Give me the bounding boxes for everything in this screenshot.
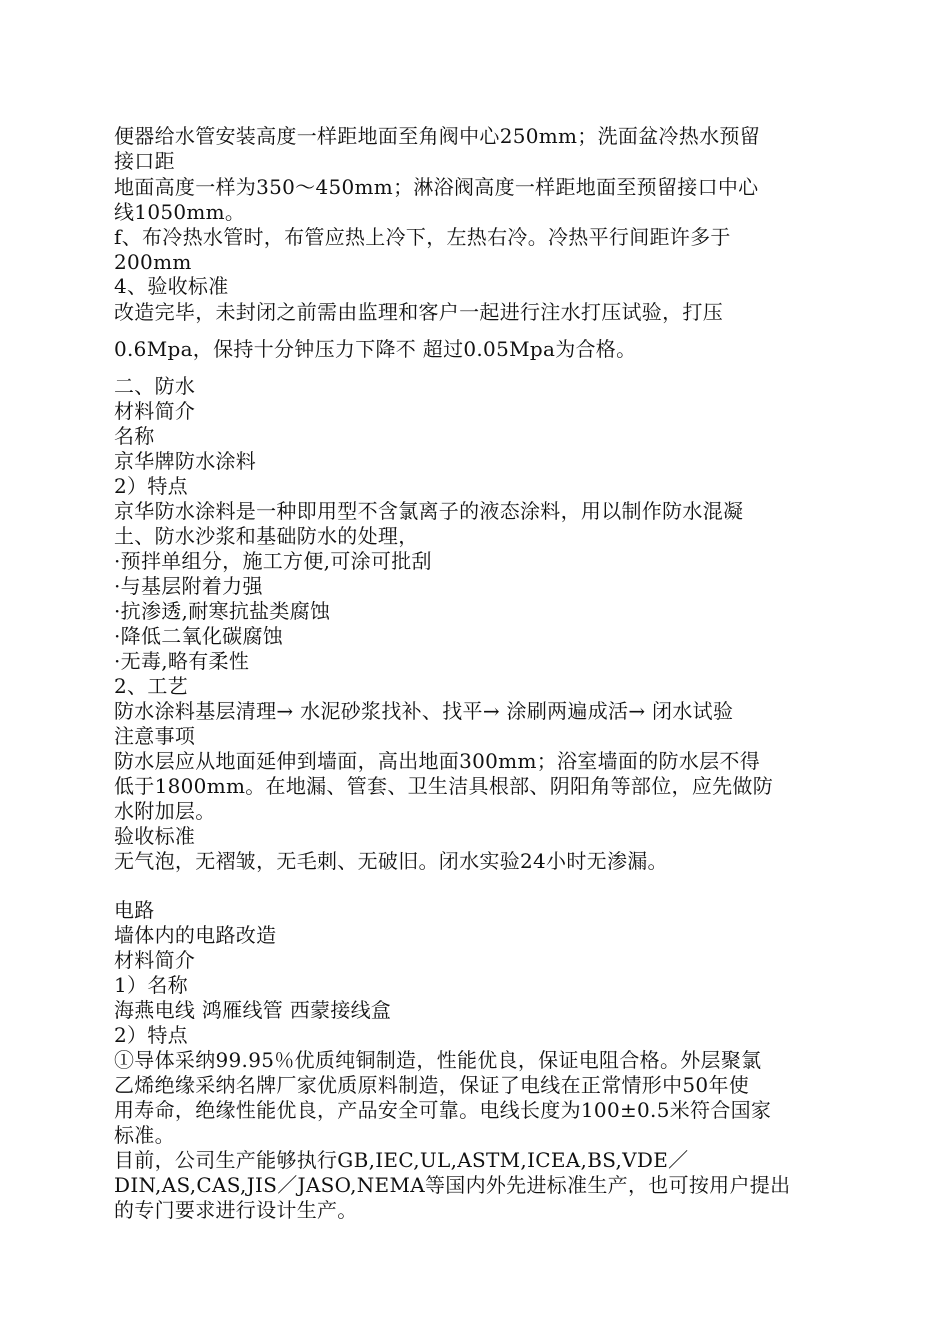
text-line: 便器给水管安装高度一样距地面至角阀中心250mm；洗面盆冷热水预留 — [114, 124, 761, 148]
text-line: 防水层应从地面延伸到墙面，高出地面300mm；浴室墙面的防水层不得 — [114, 749, 761, 773]
text-line: 墙体内的电路改造 — [114, 923, 277, 947]
text-line: 乙烯绝缘采纳名牌厂家优质原料制造，保证了电线在正常情形中50年使 — [114, 1073, 750, 1097]
text-line: 土、防水沙浆和基础防水的处理， — [114, 524, 419, 548]
list-item: ·降低二氧化碳腐蚀 — [114, 624, 284, 648]
text-line: DIN,AS,CAS,JIS／JASO,NEMA等国内外先进标准生产，也可按用户提出 — [114, 1173, 791, 1197]
list-item: ·预拌单组分，施工方便,可涂可批刮 — [114, 549, 432, 573]
text-line: 200mm — [114, 250, 192, 274]
text-line: 2、工艺 — [114, 674, 188, 698]
text-line: 标准。 — [114, 1123, 175, 1147]
text-line: 名称 — [114, 424, 155, 448]
list-item: ·无毒,略有柔性 — [114, 649, 250, 673]
text-line: 4、验收标准 — [114, 274, 229, 298]
text-line: 低于1800mm。在地漏、管套、卫生洁具根部、阴阳角等部位，应先做防 — [114, 774, 774, 798]
text-line: 验收标准 — [114, 824, 196, 848]
text-line: 水附加层。 — [114, 799, 216, 823]
text-line: 0.6Mpa，保持十分钟压力下降不 超过0.05Mpa为合格。 — [114, 337, 637, 361]
text-line: 材料简介 — [114, 948, 196, 972]
text-line: 无气泡，无褶皱，无毛刺、无破旧。闭水实验24小时无渗漏。 — [114, 849, 668, 873]
text-line: 1）名称 — [114, 973, 188, 997]
text-line: 京华牌防水涂料 — [114, 449, 257, 473]
text-line: 2）特点 — [114, 1023, 188, 1047]
section-heading: 电路 — [114, 898, 155, 922]
text-line: 接口距 — [114, 149, 175, 173]
text-line: 材料简介 — [114, 399, 196, 423]
text-line: 用寿命，绝缘性能优良，产品安全可靠。电线长度为100±0.5米符合国家 — [114, 1098, 772, 1122]
section-heading: 二、防水 — [114, 374, 196, 398]
text-line: 海燕电线 鸿雁线管 西蒙接线盒 — [114, 998, 392, 1022]
text-line: 改造完毕，未封闭之前需由监理和客户一起进行注水打压试验，打压 — [114, 300, 723, 324]
text-line: 2）特点 — [114, 474, 188, 498]
text-line: 防水涂料基层清理→ 水泥砂浆找补、找平→ 涂刷两遍成活→ 闭水试验 — [114, 699, 734, 723]
text-line: 目前，公司生产能够执行GB,IEC,UL,ASTM,ICEA,BS,VDE／ — [114, 1148, 689, 1172]
text-line: 线1050mm。 — [114, 200, 246, 224]
text-line: f、布冷热水管时，布管应热上冷下，左热右冷。冷热平行间距许多于 — [114, 225, 731, 249]
text-line: ①导体采纳99.95％优质纯铜制造，性能优良，保证电阻合格。外层聚氯 — [114, 1048, 762, 1072]
text-line: 注意事项 — [114, 724, 196, 748]
text-line: 京华防水涂料是一种即用型不含氯离子的液态涂料，用以制作防水混凝 — [114, 499, 744, 523]
list-item: ·抗渗透,耐寒抗盐类腐蚀 — [114, 599, 331, 623]
list-item: ·与基层附着力强 — [114, 574, 263, 598]
text-line: 的专门要求进行设计生产。 — [114, 1198, 358, 1222]
text-line: 地面高度一样为350～450mm；淋浴阀高度一样距地面至预留接口中心 — [114, 175, 759, 199]
